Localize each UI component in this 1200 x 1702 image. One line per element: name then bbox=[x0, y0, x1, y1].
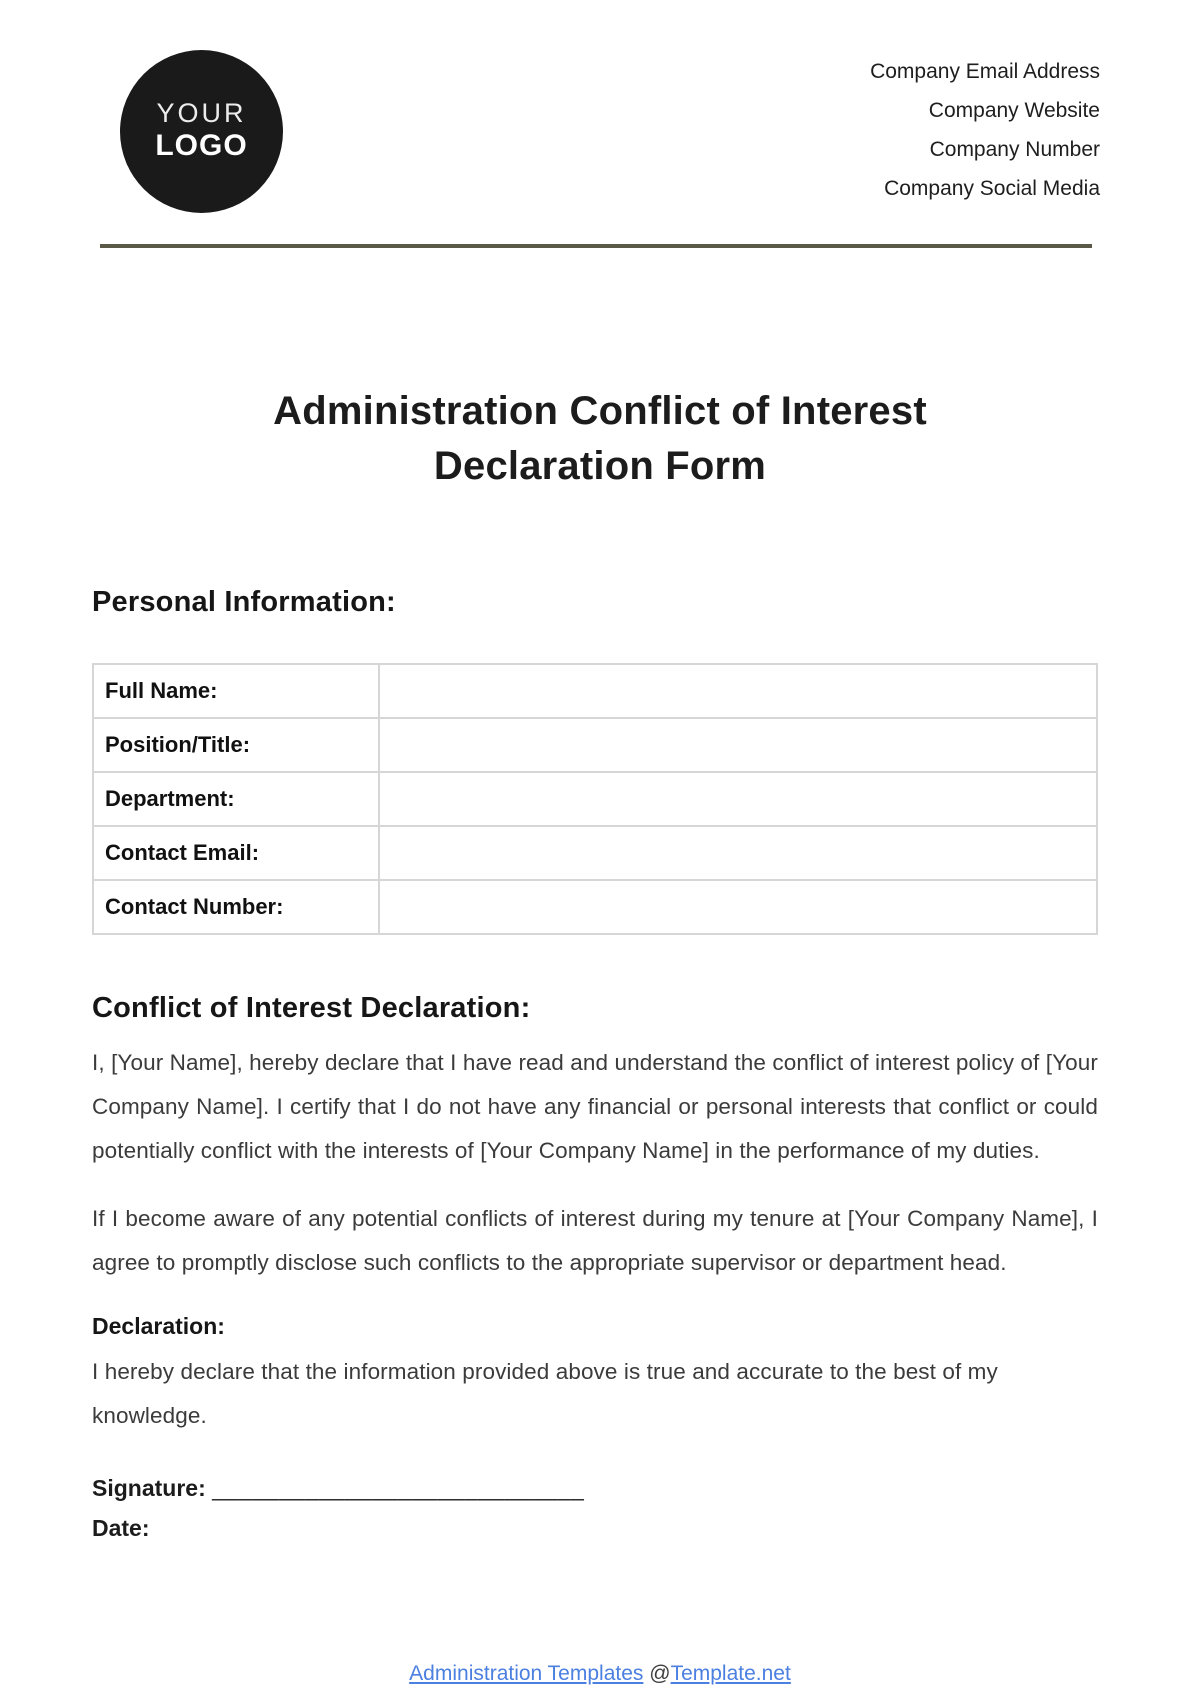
company-number-line: Company Number bbox=[929, 138, 1100, 161]
table-row-position-title bbox=[93, 718, 1097, 772]
field-label-department: Department: bbox=[93, 772, 379, 826]
table-row-contact-email bbox=[93, 826, 1097, 880]
table-row-department bbox=[93, 772, 1097, 826]
field-value-contact-email[interactable] bbox=[379, 826, 1097, 880]
footer-attribution bbox=[0, 1662, 1200, 1686]
company-email-line: Company Email Address bbox=[870, 60, 1100, 83]
date-label: Date: bbox=[92, 1515, 150, 1541]
header-divider-rule bbox=[100, 244, 1092, 248]
logo-text-logo: LOGO bbox=[155, 129, 248, 163]
logo-text-your: YOUR bbox=[156, 98, 247, 129]
company-website-line: Company Website bbox=[928, 99, 1100, 122]
signature-block bbox=[92, 1468, 1098, 1548]
date-row bbox=[92, 1508, 1098, 1548]
field-label-position-title: Position/Title: bbox=[93, 718, 379, 772]
signature-blank-line: ____________________________ bbox=[212, 1475, 585, 1501]
document-body bbox=[92, 586, 1098, 1548]
coi-declaration-paragraph-1: I, [Your Name], hereby declare that I have read and understand the conflict of interest policy of [Your Company Name]. I certify that I do not have any financial or personal interests that conflict or could potentially conflict with the interests of [Your Company Name] in the performance of my duties. bbox=[92, 1050, 1098, 1163]
closing-declaration-paragraph: I hereby declare that the information provided above is true and accurate to the best of my knowledge. bbox=[92, 1359, 998, 1428]
company-logo bbox=[120, 50, 283, 213]
signature-label: Signature: bbox=[92, 1475, 206, 1501]
signature-row bbox=[92, 1468, 1098, 1508]
field-value-department[interactable] bbox=[379, 772, 1097, 826]
footer-at-symbol: @ bbox=[649, 1662, 671, 1685]
field-value-full-name[interactable] bbox=[379, 664, 1097, 718]
personal-info-table bbox=[92, 663, 1098, 935]
letterhead bbox=[0, 0, 1200, 213]
table-row-contact-number bbox=[93, 880, 1097, 934]
field-value-contact-number[interactable] bbox=[379, 880, 1097, 934]
coi-declaration-paragraph-2: If I become aware of any potential conflicts of interest during my tenure at [Your Company Name], I agree to promptly disclose such conflicts to the appropriate supervisor or department head. bbox=[92, 1206, 1098, 1275]
field-value-position-title[interactable] bbox=[379, 718, 1097, 772]
company-contact-info bbox=[870, 50, 1100, 208]
personal-info-heading: Personal Information: bbox=[92, 586, 396, 618]
field-label-contact-number: Contact Number: bbox=[93, 880, 379, 934]
document-title: Administration Conflict of Interest Declaration Form bbox=[273, 389, 927, 488]
footer-link-administration-templates[interactable]: Administration Templates bbox=[409, 1662, 644, 1685]
field-label-full-name: Full Name: bbox=[93, 664, 379, 718]
company-social-line: Company Social Media bbox=[884, 177, 1100, 200]
field-label-contact-email: Contact Email: bbox=[93, 826, 379, 880]
coi-declaration-heading: Conflict of Interest Declaration: bbox=[92, 992, 531, 1024]
table-row-full-name bbox=[93, 664, 1097, 718]
closing-declaration-heading: Declaration: bbox=[92, 1313, 225, 1339]
footer-link-template-net[interactable]: Template.net bbox=[670, 1662, 791, 1685]
